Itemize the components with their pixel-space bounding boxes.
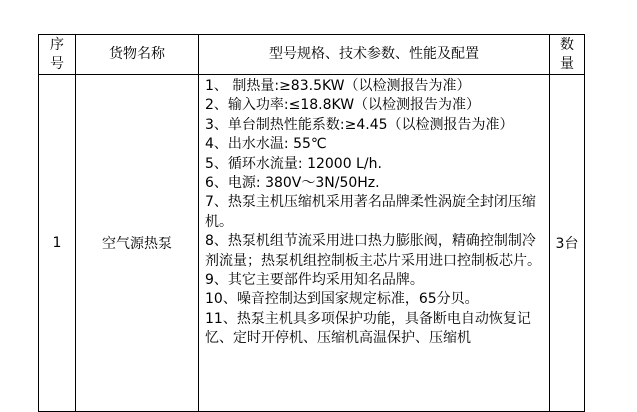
header-name: 货物名称: [76, 35, 199, 75]
spec-table: [38, 34, 585, 412]
header-seq-line-2: 号: [50, 55, 64, 72]
spec-line: 9、其它主要部件均采用知名品牌。: [205, 272, 424, 289]
spec-line: 2、输入功率:≤18.8KW（以检测报告为准）: [205, 97, 481, 114]
spec-line: 5、循环水流量: 12000 L/h.: [205, 155, 382, 172]
spec-line: 8、热泵机组节流采用进口热力膨胀阀，精确控制制冷剂流量；热泵机组控制板主芯片采用进口控制板芯片。: [205, 233, 541, 269]
header-qty-line-2: 量: [560, 55, 574, 72]
spec-list: [205, 77, 543, 405]
cell-spec: [199, 75, 550, 412]
table-row: [39, 75, 585, 412]
header-spec: 型号规格、技术参数、性能及配置: [199, 35, 550, 75]
spec-line: 1、 制热量:≥83.5KW（以检测报告为准）: [205, 78, 471, 94]
header-row: [39, 35, 585, 75]
spec-line: 3、单台制热性能系数:≥4.45（以检测报告为准）: [205, 116, 514, 133]
cell-name: 空气源热泵: [76, 75, 199, 412]
spec-line: 10、噪音控制达到国家规定标准，65分贝。: [205, 291, 479, 308]
spec-line: 11、热泵主机具多项保护功能，具备断电自动恢复记忆、定时开停机、压缩机高温保护、压缩机: [205, 310, 531, 347]
spec-line: 6、电源: 380V～3N/50Hz.: [205, 175, 380, 192]
spec-line: 4、出水水温: 55℃: [205, 136, 327, 153]
cell-qty: 3台: [550, 75, 585, 412]
header-seq-line-1: 序: [50, 36, 64, 53]
cell-seq: 1: [39, 75, 76, 412]
spec-line: 7、热泵主机压缩机采用著名品牌柔性涡旋全封闭压缩机。: [205, 194, 536, 230]
header-qty: [550, 35, 585, 75]
header-seq: [39, 35, 76, 75]
header-qty-line-1: 数: [560, 36, 574, 53]
